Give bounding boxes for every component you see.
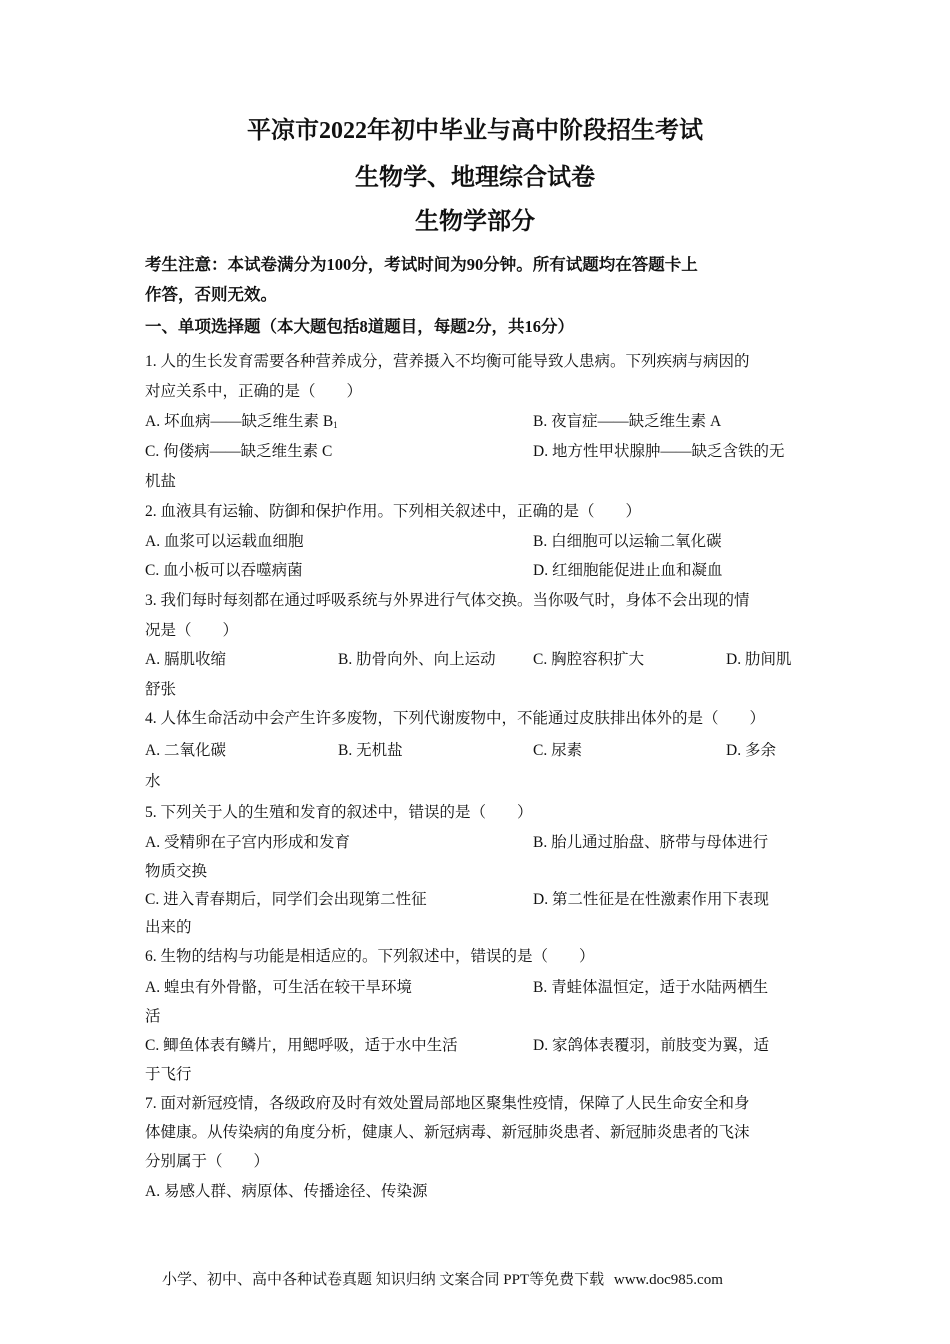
option-b: B. 白细胞可以运输二氧化碳 <box>533 533 722 550</box>
option-a: A. 受精卵在子宫内形成和发育 <box>145 834 350 851</box>
page-footer <box>162 1268 729 1289</box>
option-a: A. 易感人群、病原体、传播途径、传染源 <box>145 1183 428 1200</box>
option-b: B. 胎儿通过胎盘、脐带与母体进行 <box>533 834 769 851</box>
option-wrap: 舒张 <box>145 681 177 698</box>
option-c: C. 血小板可以吞噬病菌 <box>145 562 303 579</box>
question-stem: 1. 人的生长发育需要各种营养成分，营养摄入不均衡可能导致人患病。下列疾病与病因的 <box>145 353 750 370</box>
option-c: C. 尿素 <box>533 742 583 759</box>
option-d: D. 家鸽体表覆羽，前肢变为翼，适 <box>533 1037 769 1054</box>
footer-link[interactable]: www.doc985.com <box>613 1272 723 1288</box>
question-stem: 2. 血液具有运输、防御和保护作用。下列相关叙述中，正确的是（ ） <box>145 503 642 520</box>
question-stem: 况是（ ） <box>145 622 239 639</box>
option-wrap: 出来的 <box>145 919 192 936</box>
question-stem: 6. 生物的结构与功能是相适应的。下列叙述中，错误的是（ ） <box>145 948 595 965</box>
option-wrap: 物质交换 <box>145 863 208 880</box>
option-c: C. 鲫鱼体表有鳞片，用鳃呼吸，适于水中生活 <box>145 1037 458 1054</box>
option-b: B. 青蛙体温恒定，适于水陆两栖生 <box>533 979 769 996</box>
option-b: B. 夜盲症——缺乏维生素 A <box>533 413 722 430</box>
footer-text: 小学、初中、高中各种试卷真题 知识归纳 文案合同 PPT等免费下载 <box>162 1272 605 1288</box>
exam-subtitle: 生物学、地理综合试卷 <box>355 165 595 191</box>
option-a: A. 二氧化碳 <box>145 742 226 759</box>
option-wrap: 机盐 <box>145 473 177 490</box>
option-d: D. 多余 <box>726 742 776 759</box>
option-d: D. 地方性甲状腺肿——缺乏含铁的无 <box>533 443 785 460</box>
option-text: A. 坏血病——缺乏维生素 B <box>145 413 334 430</box>
option-a <box>145 412 338 435</box>
option-c: C. 进入青春期后，同学们会出现第二性征 <box>145 891 427 908</box>
notice-line: 考生注意：本试卷满分为100分，考试时间为90分钟。所有试题均在答题卡上 <box>145 255 698 274</box>
subscript: 1 <box>333 420 338 430</box>
question-stem: 3. 我们每时每刻都在通过呼吸系统与外界进行气体交换。当你吸气时，身体不会出现的情 <box>145 592 750 609</box>
option-wrap: 水 <box>145 773 161 790</box>
option-c: C. 胸腔容积扩大 <box>533 651 645 668</box>
question-stem: 对应关系中，正确的是（ ） <box>145 383 363 400</box>
option-d: D. 红细胞能促进止血和凝血 <box>533 562 723 579</box>
notice-line: 作答，否则无效。 <box>145 285 277 304</box>
question-stem: 7. 面对新冠疫情，各级政府及时有效处置局部地区聚集性疫情，保障了人民生命安全和身 <box>145 1095 750 1112</box>
question-stem: 体健康。从传染病的角度分析，健康人、新冠病毒、新冠肺炎患者、新冠肺炎患者的飞沫 <box>145 1124 750 1141</box>
option-wrap: 于飞行 <box>145 1066 192 1083</box>
section-heading: 一、单项选择题（本大题包括8道题目，每题2分，共16分） <box>145 317 574 336</box>
option-c: C. 佝偻病——缺乏维生素 C <box>145 443 333 460</box>
question-stem: 4. 人体生命活动中会产生许多废物，下列代谢废物中，不能通过皮肤排出体外的是（ ） <box>145 710 766 727</box>
section-title: 生物学部分 <box>415 209 535 235</box>
option-a: A. 蝗虫有外骨骼，可生活在较干旱环境 <box>145 979 412 996</box>
option-d: D. 第二性征是在性激素作用下表现 <box>533 891 769 908</box>
option-d: D. 肋间肌 <box>726 651 792 668</box>
option-b: B. 无机盐 <box>338 742 403 759</box>
question-stem: 分别属于（ ） <box>145 1153 270 1170</box>
option-a: A. 血浆可以运载血细胞 <box>145 533 304 550</box>
exam-title: 平凉市2022年初中毕业与高中阶段招生考试 <box>247 118 703 144</box>
option-wrap: 活 <box>145 1008 161 1025</box>
option-b: B. 肋骨向外、向上运动 <box>338 651 496 668</box>
option-a: A. 膈肌收缩 <box>145 651 226 668</box>
question-stem: 5. 下列关于人的生殖和发育的叙述中，错误的是（ ） <box>145 804 533 821</box>
